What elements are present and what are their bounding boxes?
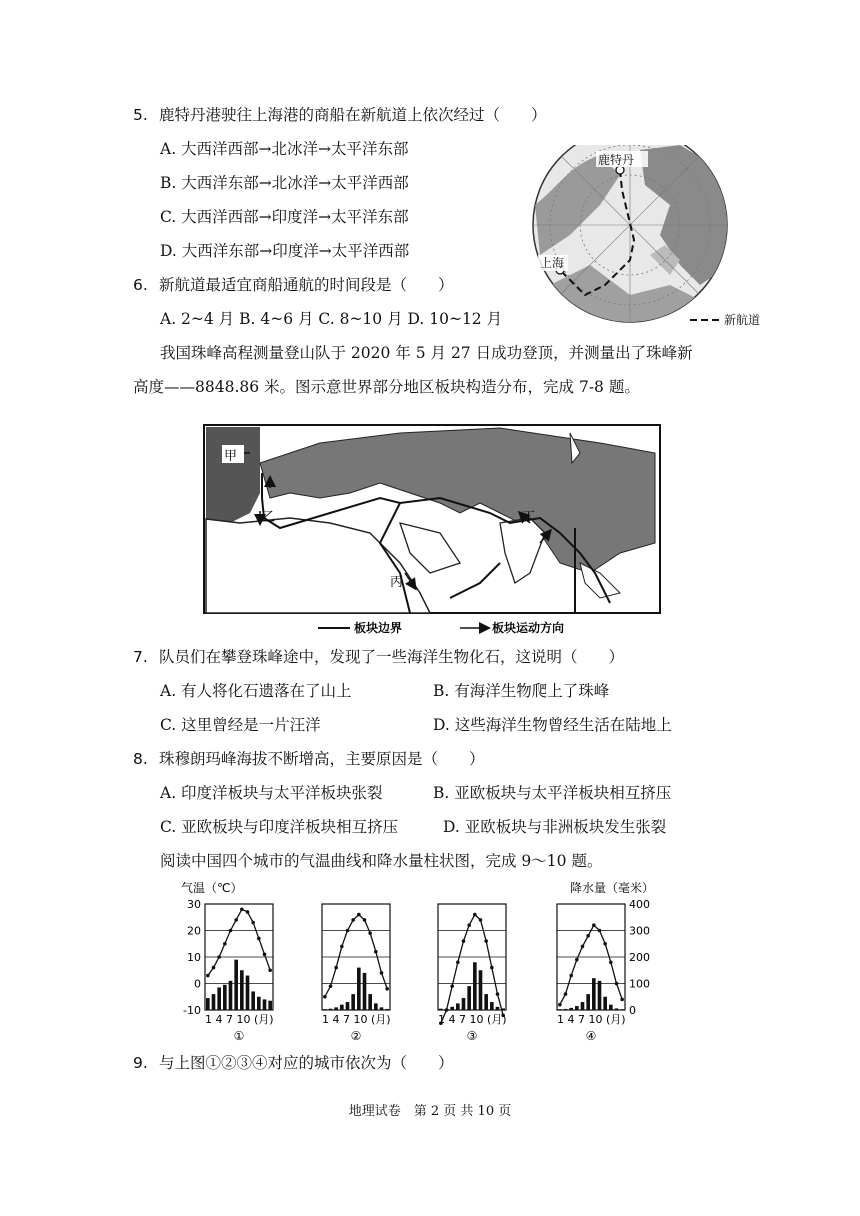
q8-option-a: A. 印度洋板块与太平洋板块张裂 [160,784,383,802]
temp-point [340,945,344,949]
precip-bar [569,1008,573,1010]
temp-tick-label: -10 [183,1004,201,1017]
precip-bar [346,1002,350,1010]
precip-bar [234,960,238,1010]
q6-options: A. 2~4 月 B. 4~6 月 C. 8~10 月 D. 10~12 月 [160,310,503,328]
chart-number-label: ① [233,1029,245,1043]
precip-bar [558,1009,562,1010]
precip-bar [450,1007,454,1010]
precip-tick-label: 300 [629,924,650,938]
temp-point [598,929,602,933]
q7-stem [133,646,624,668]
q7-text: 队员们在攀登珠峰途中，发现了一些海洋生物化石，这说明（ ） [159,648,625,666]
temp-point [223,942,227,946]
precip-bar [329,1009,333,1010]
q6-number: 6. [133,276,148,294]
temp-point [450,984,454,988]
q8-stem [133,748,485,770]
temp-point [346,929,350,933]
precip-tick-label: 400 [629,898,650,911]
temp-point [445,1008,449,1012]
chart-number-label: ② [350,1029,362,1043]
precip-bar [229,981,233,1010]
temp-point [484,939,488,943]
precip-bar [609,1005,613,1010]
temp-point [620,998,624,1002]
intro-7-8-line1: 我国珠峰高程测量登山队于 2020 年 5 月 27 日成功登顶，并测量出了珠峰新 [160,344,693,362]
precip-bar [598,981,602,1010]
temp-point [363,918,367,922]
q8-option-b: B. 亚欧板块与太平洋板块相互挤压 [433,784,672,802]
precip-bar [223,985,227,1010]
q8-option-d: D. 亚欧板块与非洲板块发生张裂 [443,818,667,836]
precip-bar [620,1009,624,1010]
temp-point [609,961,613,965]
temp-point [246,910,250,914]
precip-bar [473,962,477,1010]
temp-point [592,923,596,927]
temp-point [456,961,460,965]
precip-bar [240,970,244,1010]
precip-tick-label: 100 [629,977,650,991]
climate-chart-1 [205,904,274,1043]
temp-point [229,929,233,933]
q7-option-d: D. 这些海洋生物曾经生活在陆地上 [433,716,672,734]
precip-bar [592,978,596,1010]
precip-bar [479,970,483,1010]
temp-point [467,923,471,927]
q8-number: 8. [133,750,148,768]
legend-boundary-label: 板块边界 [354,621,403,635]
temp-point [329,984,333,988]
q5-option-a: A. 大西洋西部→北冰洋→太平洋东部 [160,140,409,158]
temp-tick-label: 30 [187,898,201,911]
page-footer: 地理试卷 第 2 页 共 10 页 [348,1104,512,1119]
precip-bar [496,1007,500,1010]
label-yi: 乙 [262,510,276,525]
precip-bar [564,1009,568,1010]
month-tick-labels: 1 4 7 10 (月) [438,1013,507,1026]
legend-direction-label: 板块运动方向 [492,621,565,635]
temp-point [473,913,477,917]
temp-point [323,995,327,999]
temp-point [212,966,216,970]
rotterdam-label: 鹿特丹 [598,153,635,167]
precip-bar [490,1002,494,1010]
temp-point [263,953,267,957]
precip-bar [615,1008,619,1010]
precip-bar [363,973,367,1010]
temp-tick-label: 10 [187,951,201,964]
temp-point [462,939,466,943]
q9-number: 9. [133,1054,148,1072]
temp-point [558,1003,562,1007]
month-tick-labels: 1 4 7 10 (月) [557,1013,626,1026]
precip-bar [575,1006,579,1010]
intro-7-8-line2: 高度——8848.86 米。图示意世界部分地区板块构造分布，完成 7-8 题。 [133,378,640,396]
temp-point [334,966,338,970]
precip-bar [368,994,372,1010]
temp-point [234,918,238,922]
q7-option-a: A. 有人将化石遗落在了山上 [160,682,352,700]
precip-bar [603,997,607,1010]
temp-point [569,974,573,978]
temp-point [479,918,483,922]
precip-bar [439,1009,443,1010]
precip-bar [380,1007,384,1010]
q5-text: 鹿特丹港驶往上海港的商船在新航道上依次经过（ ） [159,106,547,124]
temp-point [251,921,255,925]
precip-bar [385,1009,389,1010]
q5-stem [133,104,547,126]
month-tick-labels: 1 4 7 10 (月) [322,1013,391,1026]
temp-tick-label: 0 [194,977,201,991]
precip-bar [357,968,361,1010]
temp-point [268,968,272,972]
label-ding: 丁 [522,510,536,525]
precip-bar [217,987,221,1010]
temp-point [240,908,244,912]
q6-stem [133,274,454,296]
q5-number: 5. [133,106,148,124]
precip-bar [374,1003,378,1010]
q6-text: 新航道最适宜商船通航的时间段是（ ） [159,276,454,294]
precip-bar [206,998,210,1010]
precip-axis-title: 降水量（毫米） [570,881,655,895]
temp-point [257,937,261,941]
intro-9-10: 阅读中国四个城市的气温曲线和降水量柱状图，完成 9～10 题。 [160,852,603,870]
q7-number: 7. [133,648,148,666]
temp-axis-title: 气温（℃） [181,881,243,895]
q7-option-c: C. 这里曾经是一片汪洋 [160,716,321,734]
q5-option-d: D. 大西洋东部→印度洋→太平洋西部 [160,242,410,260]
temp-point [217,955,221,959]
temp-point [581,945,585,949]
label-bing: 丙 [390,575,404,590]
rotterdam-marker [616,166,624,174]
temp-point [385,987,389,991]
legend-route-label: 新航道 [724,313,761,327]
precip-bar [467,986,471,1010]
q8-option-c: C. 亚欧板块与印度洋板块相互挤压 [160,818,399,836]
q9-text: 与上图①②③④对应的城市依次为（ ） [159,1054,454,1072]
temp-point [564,992,568,996]
label-jia: 甲 [224,449,238,464]
temp-point [380,971,384,975]
precip-bar [257,997,261,1010]
precip-bar [351,994,355,1010]
precip-tick-label: 200 [629,951,650,964]
q5-option-c: C. 大西洋西部→印度洋→太平洋东部 [160,208,409,226]
temp-point [351,918,355,922]
precip-bar [462,998,466,1010]
precip-bar [268,1001,272,1010]
precip-bar [323,1009,327,1010]
precip-bar [246,976,250,1010]
precip-bar [251,991,255,1010]
precip-bar [334,1007,338,1010]
chart-number-label: ④ [585,1029,597,1043]
plate-tectonics-map [200,423,665,638]
temp-point [374,950,378,954]
temp-point [603,942,607,946]
temp-point [575,958,579,962]
shanghai-label: 上海 [540,256,565,270]
q8-text: 珠穆朗玛峰海拔不断增高，主要原因是（ ） [159,750,485,768]
arctic-route-globe [530,145,770,335]
climate-charts [175,878,665,1048]
precip-bar [484,994,488,1010]
climate-chart-4 [557,904,626,1043]
temp-point [357,913,361,917]
precip-tick-label: 0 [629,1004,636,1017]
precip-bar [456,1003,460,1010]
temp-point [490,966,494,970]
precip-bar [340,1005,344,1010]
month-tick-labels: 1 4 7 10 (月) [205,1013,274,1026]
climate-chart-2 [322,904,391,1043]
temp-point [206,974,210,978]
precip-bar [263,999,267,1010]
climate-chart-3 [438,904,507,1043]
temp-point [368,931,372,935]
temp-tick-label: 20 [187,924,201,938]
temp-point [615,982,619,986]
chart-number-label: ③ [466,1029,478,1043]
q7-option-b: B. 有海洋生物爬上了珠峰 [433,682,610,700]
precip-bar [586,994,590,1010]
precip-bar [581,1002,585,1010]
temp-point [496,992,500,996]
q5-option-b: B. 大西洋东部→北冰洋→太平洋西部 [160,174,409,192]
q9-stem [133,1052,454,1074]
precip-bar [212,994,216,1010]
temp-point [586,934,590,938]
